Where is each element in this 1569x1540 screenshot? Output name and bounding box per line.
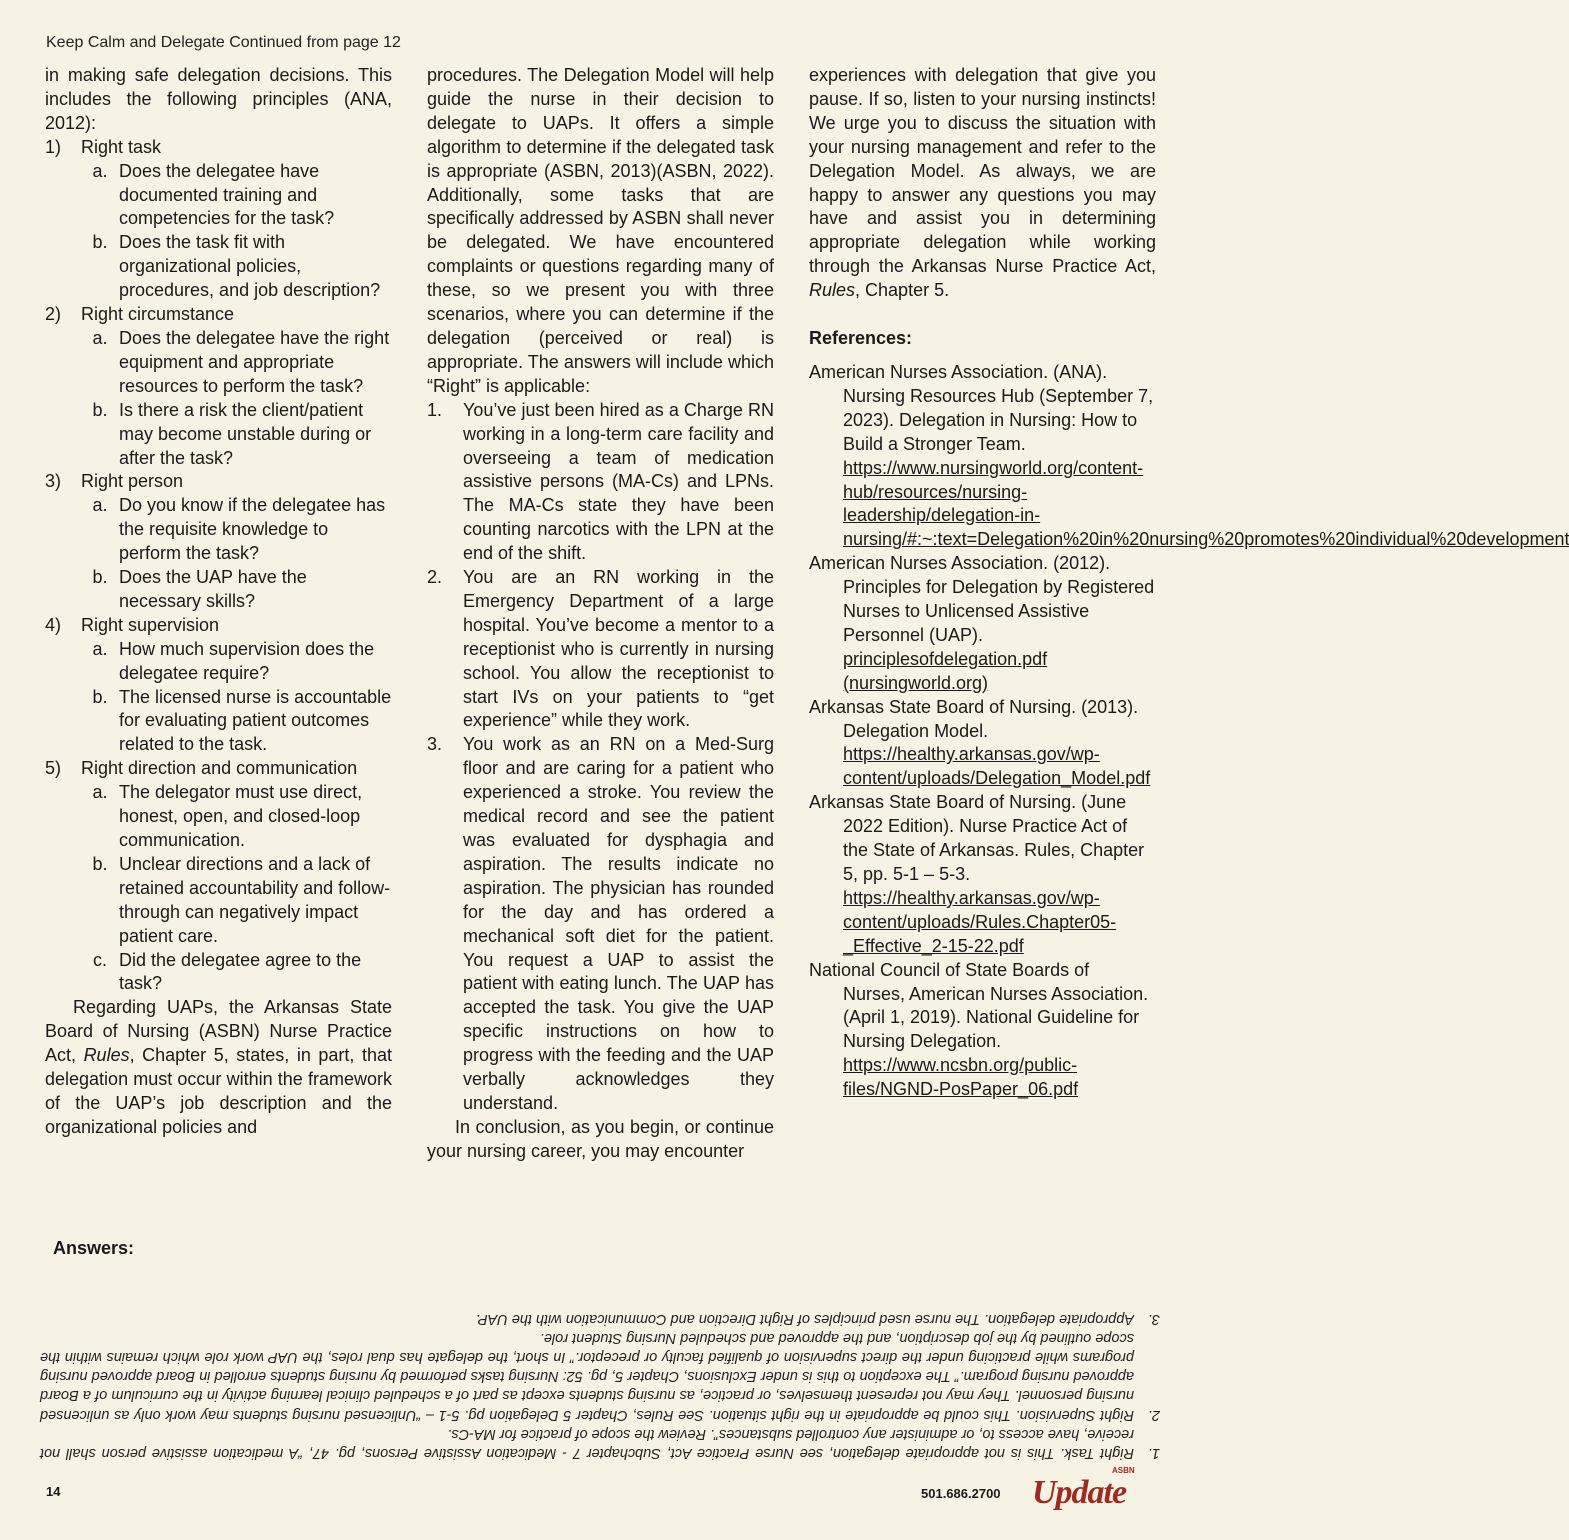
answer-item bbox=[40, 1328, 1160, 1424]
subitem-letter: a. bbox=[92, 782, 108, 803]
reference-entry bbox=[809, 552, 1156, 695]
rights-list bbox=[45, 136, 392, 997]
answer-item bbox=[40, 1308, 1160, 1327]
reference-entry bbox=[809, 959, 1156, 1102]
scenario-item bbox=[427, 733, 774, 1116]
subitem-letter: c. bbox=[92, 949, 107, 970]
reference-text: American Nurses Association. (2012). Principles for Delegation by Registered Nurses to Unlicensed Assistive Personnel (UAP). bbox=[809, 553, 1155, 645]
phone-number: 501.686.2700 bbox=[921, 1486, 1001, 1501]
subitem-text: Does the task fit with organizational policies, procedures, and job description? bbox=[119, 232, 381, 301]
reference-text: American Nurses Association. (ANA). Nursing Resources Hub (September 7, 2023). Delegation in Nursing: How to Build a Stronger Team. bbox=[809, 361, 1154, 454]
right-subitem bbox=[45, 494, 392, 566]
answers-list bbox=[40, 1262, 1160, 1462]
right-item bbox=[45, 470, 392, 494]
subitem-letter: a. bbox=[92, 160, 108, 181]
subitem-letter: a. bbox=[92, 495, 108, 516]
subitem-text: Does the delegatee have documented training and competencies for the task? bbox=[119, 160, 335, 229]
subitem-letter: b. bbox=[92, 399, 108, 420]
scenario-list bbox=[427, 399, 774, 1116]
right-subitem bbox=[45, 853, 392, 949]
right-title: Right task bbox=[81, 136, 162, 157]
right-subitem bbox=[45, 638, 392, 686]
reference-link[interactable]: principlesofdelegation.pdf (nursingworld.org) bbox=[843, 648, 1048, 693]
scenario-text: You are an RN working in the Emergency Department of a large hospital. You’ve become a mentor to a receptionist who is currently in nursing school. You allow the receptionist to start IVs on your patients to “get experience” while they work. bbox=[463, 567, 774, 731]
reference-link[interactable]: https://www.ncsbn.org/public-files/NGND-PosPaper_06.pdf bbox=[843, 1055, 1079, 1100]
answer-number: 1. bbox=[1147, 1445, 1160, 1461]
right-item bbox=[45, 136, 392, 160]
answer-text: Right Task. This is not appropriate delegation, see Nurse Practice Act, Subchapter 7 - Medication Assistive Persons, pg. 47, “A medication assistive person shall not receive, have access to, or administer any controlled substances”. Review the scope of practice for MA-Cs. bbox=[40, 1425, 1134, 1461]
subitem-text: Does the delegatee have the right equipment and appropriate resources to perform the task? bbox=[119, 327, 390, 396]
reference-entry bbox=[809, 791, 1156, 958]
reference-link[interactable]: https://www.nursingworld.org/content-hub/resources/nursing-leadership/delegation-in-nursing/#:~:text=Delegation%20in%20nursing%20promotes%20individual%20development bbox=[843, 457, 1569, 550]
col1-intro: in making safe delegation decisions. This includes the following principles (ANA, 2012): bbox=[45, 65, 392, 133]
subitem-text: Does the UAP have the necessary skills? bbox=[119, 567, 307, 611]
scenario-item bbox=[427, 566, 774, 733]
logo-small-text: ASBN bbox=[1112, 1466, 1135, 1475]
column-2 bbox=[427, 64, 774, 1164]
right-item bbox=[45, 303, 392, 327]
answers-title: Answers: bbox=[53, 1238, 135, 1258]
subitem-letter: b. bbox=[92, 853, 108, 874]
reference-entry bbox=[809, 361, 1569, 552]
subitem-letter: a. bbox=[92, 638, 108, 659]
logo-main-text: Update bbox=[1032, 1474, 1127, 1511]
answer-item bbox=[40, 1424, 1160, 1462]
col2-paragraph: procedures. The Delegation Model will help guide the nurse in their decision to delegate to UAPs. It offers a simple algorithm to determine if the delegated task is appropriate (ASBN, 2013)(ASBN, 2022). Additionally, some tasks that are specifically addressed by ASBN shall never be delegated. We have encountered complaints or questions regarding many of these, so we present you with three scenarios, where you can determine if the delegation (perceived or real) is appropriate. The answers will include which “Right” is applicable: bbox=[427, 65, 774, 396]
right-subitem bbox=[45, 781, 392, 853]
subitem-text: How much supervision does the delegatee require? bbox=[119, 638, 375, 683]
right-subitem bbox=[45, 231, 392, 303]
conclusion-paragraph: In conclusion, as you begin, or continue your nursing career, you may encounter bbox=[427, 1116, 774, 1161]
column-1 bbox=[45, 64, 392, 1140]
scenario-number: 2. bbox=[427, 567, 443, 588]
subitem-text: The delegator must use direct, honest, open, and closed-loop communication. bbox=[119, 782, 363, 850]
column-3 bbox=[809, 64, 1569, 1102]
subitem-text: Unclear directions and a lack of retained accountability and follow-through can negatively impact patient care. bbox=[119, 853, 391, 946]
answer-number: 2. bbox=[1147, 1406, 1160, 1423]
subitem-letter: b. bbox=[92, 686, 108, 707]
right-subitem bbox=[45, 160, 392, 232]
subitem-text: Did the delegatee agree to the task? bbox=[119, 949, 362, 994]
right-title: Right person bbox=[81, 471, 184, 492]
right-title: Right circumstance bbox=[81, 304, 235, 325]
right-item bbox=[45, 614, 392, 638]
right-number: 4) bbox=[45, 614, 62, 635]
right-title: Right direction and communication bbox=[81, 758, 358, 779]
answer-text: Right Supervision. This could be appropriate in the right situation. See Rules, Chapter 5 Delegation pg. 5-1 – “Unlicensed nursing students may work only as unlicensed nursing personnel. They may not represent themselves, or practice, as nursing students except as part of a scheduled clinical learning activity in the curriculum of a Board approved nursing program.” The exception to this is under Exclusions, Chapter 5, pg. 52: Nursing tasks performed by nursing students enrolled in Board approved nursing programs while practicing under the direct supervision of qualified faculty or preceptor.” In short, the delegate has dual roles, the UAP work role which remains within the scope outlined by the job description, and the approved and scheduled Nursing Student role. bbox=[40, 1329, 1134, 1423]
scenario-number: 1. bbox=[427, 399, 443, 420]
running-head: Keep Calm and Delegate Continued from page 12 bbox=[46, 34, 401, 51]
references-heading: References: bbox=[809, 328, 913, 349]
reference-text: Arkansas State Board of Nursing. (June 2022 Edition). Nurse Practice Act of the State of Arkansas. Rules, Chapter 5, pp. 5-1 – 5-3. bbox=[809, 792, 1145, 884]
subitem-letter: a. bbox=[92, 327, 108, 348]
subitem-letter: b. bbox=[92, 232, 108, 253]
right-subitem bbox=[45, 399, 392, 471]
scenario-text: You’ve just been hired as a Charge RN working in a long-term care facility and overseeing a team of medication assistive persons (MA-Cs) and LPNs. The MA-Cs state they have been counting narcotics with the LPN at the end of the shift. bbox=[463, 399, 774, 564]
scenario-text: You work as an RN on a Med-Surg floor and are caring for a patient who experienced a stroke. You review the medical record and see the patient was evaluated for dysphagia and aspiration. The results indicate no aspiration. The physician has rounded for the day and has ordered a mechanical soft diet for the patient. You request a UAP to assist the patient with eating lunch. The UAP has accepted the task. You give the UAP specific instructions on how to progress with the feeding and the UAP verbally acknowledges they understand. bbox=[463, 734, 774, 1113]
reference-entry bbox=[809, 696, 1156, 792]
right-subitem bbox=[45, 566, 392, 614]
right-number: 1) bbox=[45, 136, 62, 157]
update-logo bbox=[1032, 1466, 1167, 1510]
page-number: 14 bbox=[46, 1484, 61, 1499]
right-subitem bbox=[45, 327, 392, 399]
right-number: 2) bbox=[45, 304, 62, 325]
reference-text: National Council of State Boards of Nurses, American Nurses Association. (April 1, 2019). National Guideline for Nursing Delegation. bbox=[809, 959, 1149, 1052]
subitem-text: Is there a risk the client/patient may become unstable during or after the task? bbox=[119, 399, 372, 468]
right-item bbox=[45, 757, 392, 781]
reference-text: Arkansas State Board of Nursing. (2013). Delegation Model. bbox=[809, 696, 1139, 741]
answer-text: Appropriate delegation. The nurse used principles of Right Direction and Communication with the UAP. bbox=[475, 1310, 1134, 1327]
references-list bbox=[809, 361, 1569, 1102]
right-subitem bbox=[45, 949, 392, 997]
right-title: Right supervision bbox=[81, 614, 220, 635]
subitem-letter: b. bbox=[92, 567, 108, 588]
reference-link[interactable]: https://healthy.arkansas.gov/wp-content/uploads/Rules.Chapter05-_Effective_2-15-22.pdf bbox=[843, 887, 1117, 956]
right-number: 3) bbox=[45, 471, 62, 492]
col1-paragraph: Regarding UAPs, the Arkansas State Board of Nursing (ASBN) Nurse Practice Act, Rules, Chapter 5, states, in part, that delegation must occur within the framework of the UAP’s job description and the organizational policies and bbox=[45, 997, 392, 1137]
answer-number: 3. bbox=[1147, 1310, 1160, 1327]
scenario-number: 3. bbox=[427, 734, 443, 755]
col3-paragraph: experiences with delegation that give you pause. If so, listen to your nursing instincts! We urge you to discuss the situation with your nursing management and refer to the Delegation Model. As always, we are happy to answer any questions you may have and assist you in determining appropriate delegation while working through the Arkansas Nurse Practice Act, Rules, Chapter 5. bbox=[809, 65, 1156, 301]
subitem-text: Do you know if the delegatee has the requisite knowledge to perform the task? bbox=[119, 495, 386, 564]
reference-link[interactable]: https://healthy.arkansas.gov/wp-content/uploads/Delegation_Model.pdf bbox=[843, 744, 1151, 789]
right-number: 5) bbox=[45, 758, 62, 779]
subitem-text: The licensed nurse is accountable for evaluating patient outcomes related to the task. bbox=[119, 686, 392, 755]
right-subitem bbox=[45, 686, 392, 758]
scenario-item bbox=[427, 399, 774, 566]
